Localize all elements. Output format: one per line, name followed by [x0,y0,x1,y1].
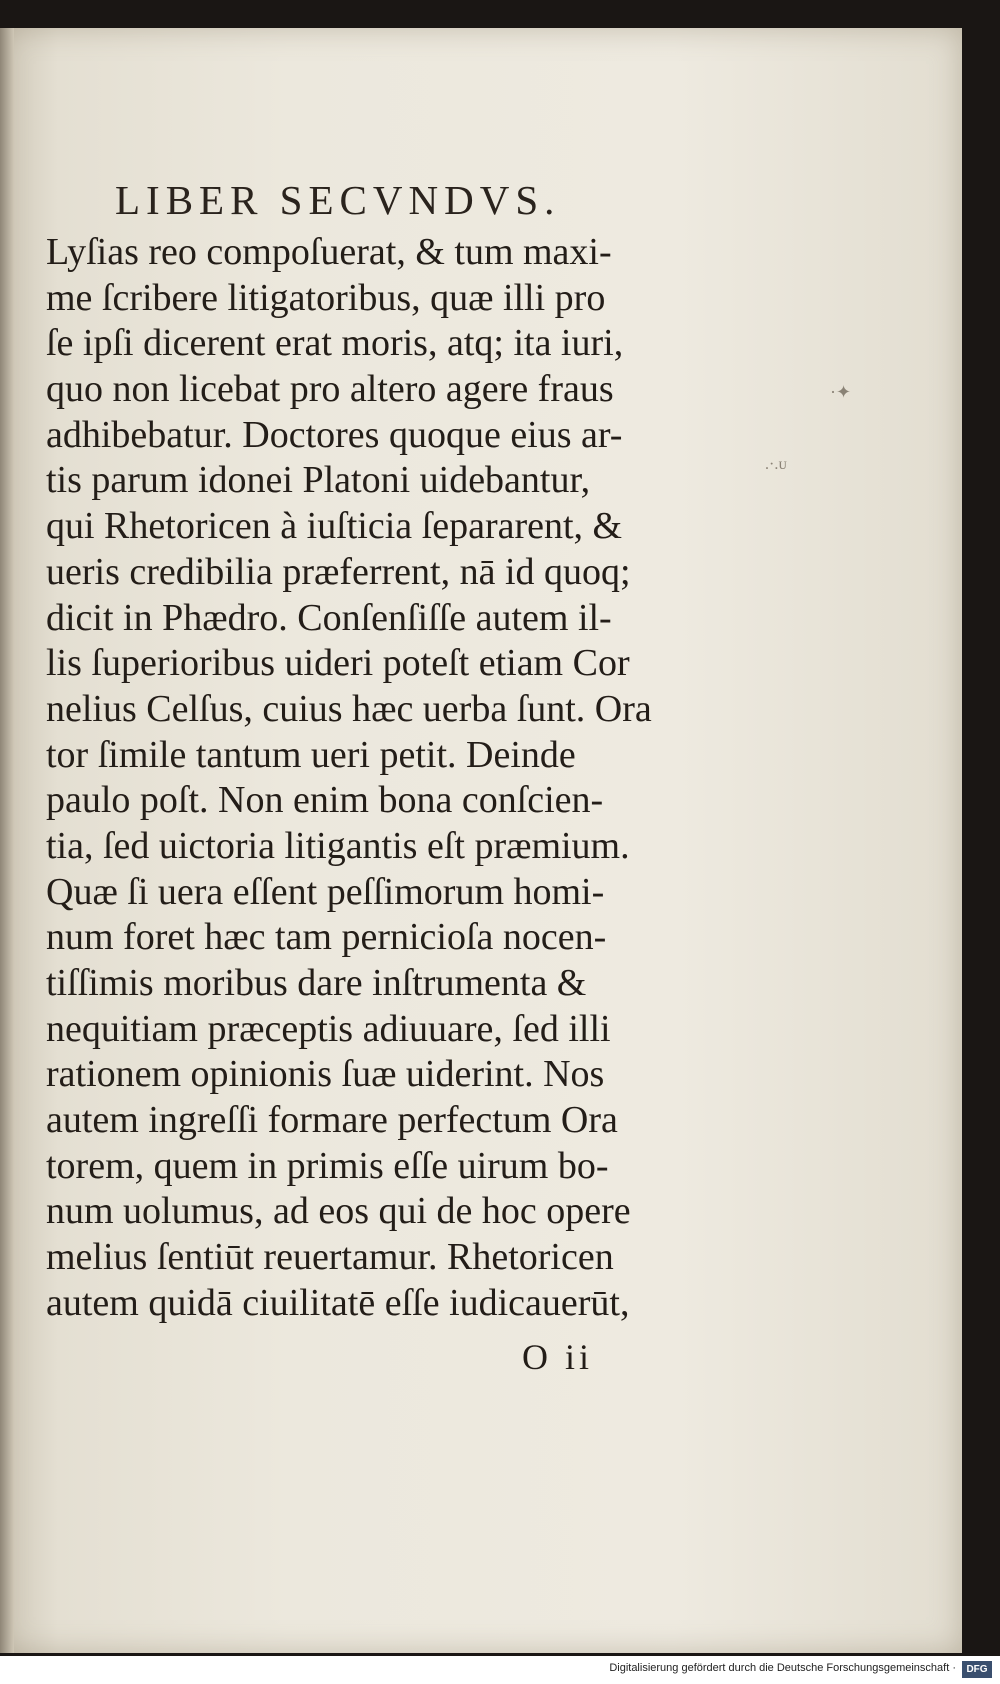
text-line: ſe ipſi dicerent erat moris, atq; ita iuri, [46,322,624,365]
footer-credit: Digitalisierung gefördert durch die Deutsche Forschungsgemeinschaft · [609,1662,956,1674]
text-line: Lyſias reo compoſuerat, & tum maxi- [46,231,612,273]
text-line: tis parum idonei Platoni uidebantur, [46,459,591,502]
text-line: autem ingreſſi formare perfectum Ora [46,1099,618,1142]
margin-smudge: .·.ᴜ [765,456,787,473]
text-line: ueris credibilia præferrent, nā id quoq; [46,550,631,593]
text-line: Quæ ſi uera eſſent peſſimorum homi- [46,870,605,913]
text-line: nequitiam præceptis adiuuare, ſed illi [46,1007,611,1050]
text-line: tor ſimile tantum ueri petit. Deinde [46,733,576,776]
text-line: quo non licebat pro altero agere fraus [46,368,614,411]
digitization-footer [0,1656,1000,1684]
page-edge [0,28,14,1653]
text-line: torem, quem in primis eſſe uirum bo- [46,1144,609,1187]
text-line: rationem opinionis ſuæ uiderint. Nos [46,1053,605,1096]
text-line: num foret hæc tam pernicioſa nocen- [46,916,607,959]
text-line: adhibebatur. Doctores quoque eius ar- [46,413,623,456]
book-page [0,28,962,1653]
text-line: me ſcribere litigatoribus, quæ illi pro [46,276,606,319]
margin-smudge: ·✦ [830,382,852,402]
text-line: qui Rhetoricen à iuſticia ſepararent, & [46,505,623,548]
body-text [46,230,686,1327]
text-line: dicit in Phædro. Conſenſiſſe autem il- [46,596,612,639]
text-line: nelius Celſus, cuius hæc uerba ſunt. Ora [46,687,652,730]
signature-mark: O ii [522,1337,594,1377]
text-line: tiſſimis moribus dare inſtrumenta & [46,962,587,1004]
running-title: LIBER SECVNDVS. [115,177,561,223]
text-line: lis ſuperioribus uideri poteſt etiam Cor [46,642,630,685]
text-line: melius ſentiūt reuertamur. Rhetoricen [46,1236,614,1279]
text-line: autem quidā ciuilitatē eſſe iudicauerūt, [46,1281,630,1324]
text-line: paulo poſt. Non enim bona conſcien- [46,779,604,822]
text-line: tia, ſed uictoria litigantis eſt præmium. [46,824,630,867]
text-line: num uolumus, ad eos qui de hoc opere [46,1190,631,1233]
dfg-logo: DFG [962,1661,992,1678]
